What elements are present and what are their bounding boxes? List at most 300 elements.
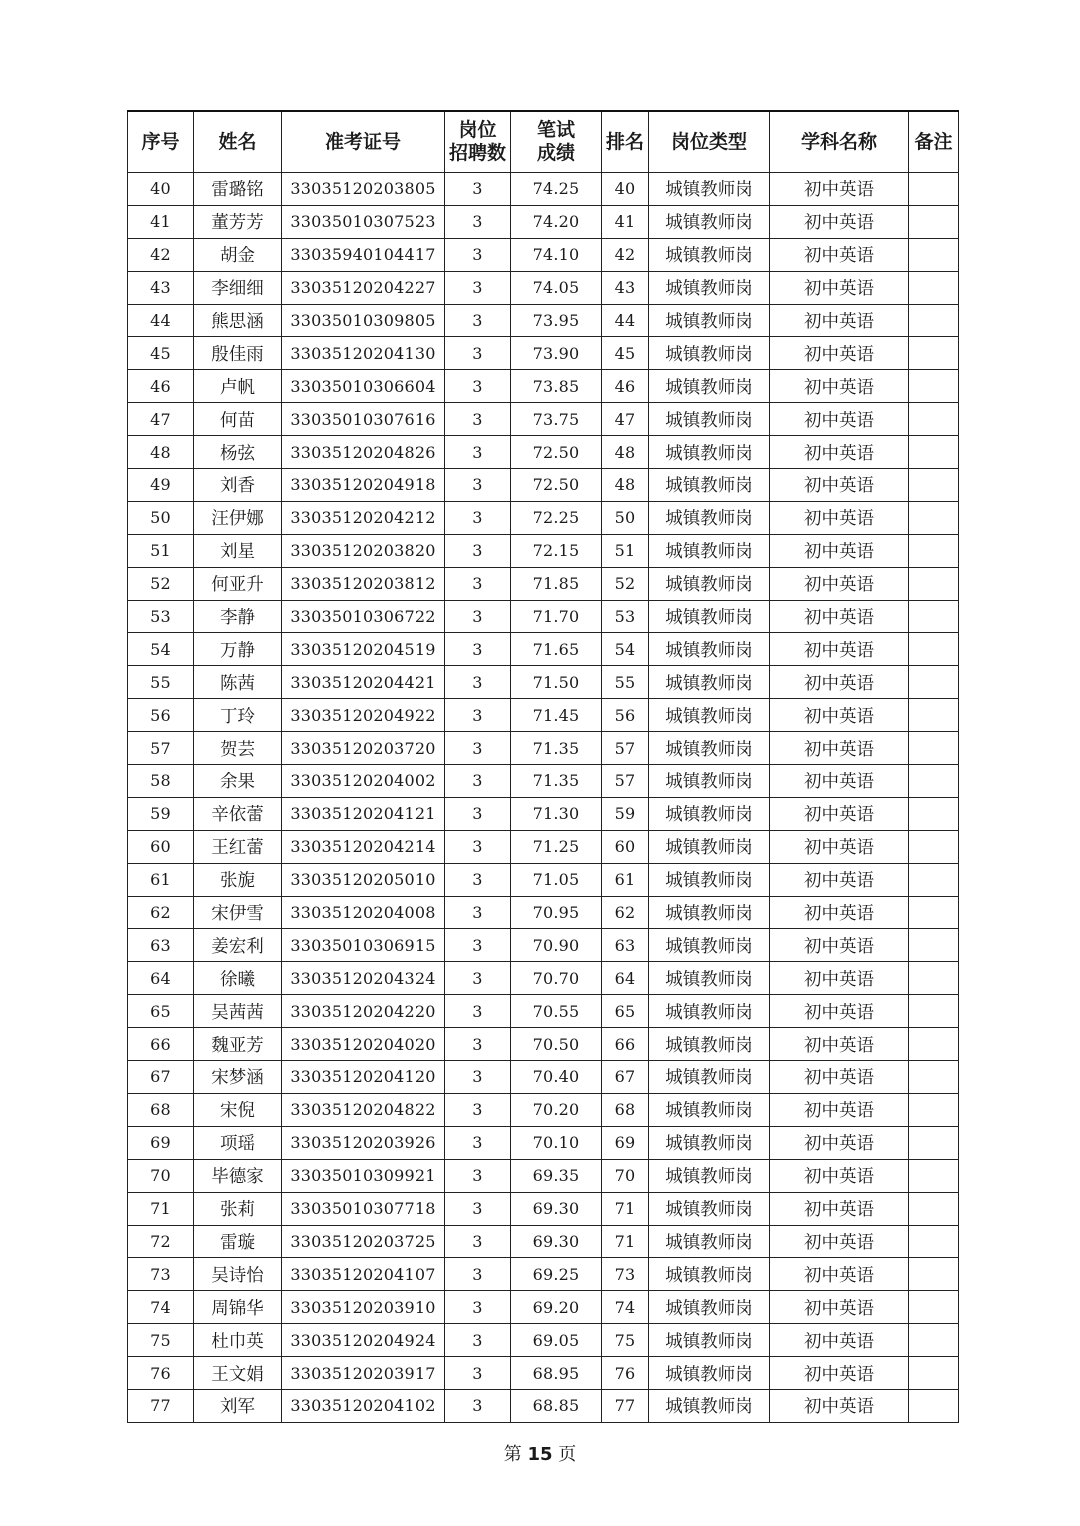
cell-score: 71.50	[511, 666, 602, 699]
cell-post-type: 城镇教师岗	[649, 1258, 770, 1291]
cell-score: 74.20	[511, 205, 602, 238]
cell-rank: 51	[602, 534, 649, 567]
cell-remark	[909, 469, 959, 502]
cell-rank: 59	[602, 797, 649, 830]
cell-quota: 3	[445, 797, 511, 830]
cell-post-type: 城镇教师岗	[649, 732, 770, 765]
footer-suffix: 页	[558, 1444, 577, 1465]
cell-seq: 66	[128, 1028, 194, 1061]
cell-score: 69.20	[511, 1291, 602, 1324]
cell-seq: 65	[128, 995, 194, 1028]
cell-post-type: 城镇教师岗	[649, 830, 770, 863]
cell-rank: 40	[602, 173, 649, 206]
cell-exam-id: 33035120204324	[282, 962, 445, 995]
cell-post-type: 城镇教师岗	[649, 501, 770, 534]
cell-score: 72.15	[511, 534, 602, 567]
cell-exam-id: 33035010307523	[282, 205, 445, 238]
table-row	[128, 600, 959, 633]
cell-rank: 68	[602, 1093, 649, 1126]
cell-quota: 3	[445, 1126, 511, 1159]
cell-post-type: 城镇教师岗	[649, 995, 770, 1028]
cell-seq: 49	[128, 469, 194, 502]
page-footer	[0, 1440, 1080, 1466]
cell-remark	[909, 962, 959, 995]
cell-name: 王文娟	[194, 1357, 282, 1390]
cell-score: 70.20	[511, 1093, 602, 1126]
table-row	[128, 238, 959, 271]
cell-rank: 69	[602, 1126, 649, 1159]
cell-rank: 76	[602, 1357, 649, 1390]
cell-name: 宋伊雪	[194, 896, 282, 929]
header-quota-line2: 招聘数	[448, 142, 506, 164]
cell-remark	[909, 1324, 959, 1357]
table-row	[128, 896, 959, 929]
header-score-line2: 成绩	[536, 142, 575, 164]
cell-subject: 初中英语	[770, 567, 909, 600]
cell-quota: 3	[445, 633, 511, 666]
cell-exam-id: 33035120204220	[282, 995, 445, 1028]
cell-rank: 41	[602, 205, 649, 238]
cell-seq: 74	[128, 1291, 194, 1324]
cell-subject: 初中英语	[770, 830, 909, 863]
cell-quota: 3	[445, 1258, 511, 1291]
table-row	[128, 469, 959, 502]
cell-exam-id: 33035120203725	[282, 1225, 445, 1258]
cell-remark	[909, 600, 959, 633]
cell-exam-id: 33035120204002	[282, 765, 445, 798]
cell-rank: 66	[602, 1028, 649, 1061]
cell-post-type: 城镇教师岗	[649, 765, 770, 798]
cell-name: 雷璐铭	[194, 173, 282, 206]
cell-subject: 初中英语	[770, 666, 909, 699]
cell-rank: 74	[602, 1291, 649, 1324]
cell-score: 71.45	[511, 699, 602, 732]
cell-score: 70.10	[511, 1126, 602, 1159]
cell-rank: 75	[602, 1324, 649, 1357]
cell-exam-id: 33035120204102	[282, 1389, 445, 1422]
cell-name: 吴茜茜	[194, 995, 282, 1028]
cell-name: 胡金	[194, 238, 282, 271]
cell-seq: 57	[128, 732, 194, 765]
cell-post-type: 城镇教师岗	[649, 962, 770, 995]
cell-score: 70.70	[511, 962, 602, 995]
cell-quota: 3	[445, 995, 511, 1028]
cell-name: 宋梦涵	[194, 1061, 282, 1094]
cell-quota: 3	[445, 732, 511, 765]
cell-quota: 3	[445, 600, 511, 633]
cell-subject: 初中英语	[770, 633, 909, 666]
table-row	[128, 370, 959, 403]
table-row	[128, 1258, 959, 1291]
cell-score: 73.90	[511, 337, 602, 370]
cell-name: 何亚升	[194, 567, 282, 600]
cell-quota: 3	[445, 304, 511, 337]
cell-subject: 初中英语	[770, 469, 909, 502]
cell-score: 74.05	[511, 271, 602, 304]
cell-score: 70.90	[511, 929, 602, 962]
cell-post-type: 城镇教师岗	[649, 1389, 770, 1422]
cell-quota: 3	[445, 1093, 511, 1126]
cell-score: 71.65	[511, 633, 602, 666]
cell-name: 张莉	[194, 1192, 282, 1225]
cell-score: 69.25	[511, 1258, 602, 1291]
cell-seq: 70	[128, 1159, 194, 1192]
table-row	[128, 567, 959, 600]
cell-rank: 73	[602, 1258, 649, 1291]
table-row	[128, 1061, 959, 1094]
cell-quota: 3	[445, 501, 511, 534]
cell-subject: 初中英语	[770, 1061, 909, 1094]
cell-remark	[909, 863, 959, 896]
cell-remark	[909, 1028, 959, 1061]
cell-quota: 3	[445, 567, 511, 600]
cell-subject: 初中英语	[770, 205, 909, 238]
table-body	[128, 173, 959, 1423]
cell-quota: 3	[445, 370, 511, 403]
cell-rank: 62	[602, 896, 649, 929]
cell-name: 辛依蕾	[194, 797, 282, 830]
cell-rank: 57	[602, 732, 649, 765]
table-row	[128, 1126, 959, 1159]
cell-name: 卢帆	[194, 370, 282, 403]
cell-exam-id: 33035120204212	[282, 501, 445, 534]
cell-post-type: 城镇教师岗	[649, 271, 770, 304]
cell-rank: 42	[602, 238, 649, 271]
cell-subject: 初中英语	[770, 1389, 909, 1422]
cell-seq: 77	[128, 1389, 194, 1422]
cell-remark	[909, 1192, 959, 1225]
cell-quota: 3	[445, 929, 511, 962]
table-row	[128, 1291, 959, 1324]
cell-quota: 3	[445, 1192, 511, 1225]
cell-rank: 46	[602, 370, 649, 403]
cell-score: 71.25	[511, 830, 602, 863]
cell-remark	[909, 666, 959, 699]
cell-remark	[909, 633, 959, 666]
cell-post-type: 城镇教师岗	[649, 1357, 770, 1390]
cell-remark	[909, 1291, 959, 1324]
cell-score: 70.40	[511, 1061, 602, 1094]
cell-exam-id: 33035120203910	[282, 1291, 445, 1324]
cell-rank: 77	[602, 1389, 649, 1422]
cell-subject: 初中英语	[770, 1028, 909, 1061]
cell-name: 何苗	[194, 403, 282, 436]
cell-name: 毕德家	[194, 1159, 282, 1192]
cell-subject: 初中英语	[770, 1093, 909, 1126]
cell-rank: 44	[602, 304, 649, 337]
table-row	[128, 271, 959, 304]
cell-exam-id: 33035010307616	[282, 403, 445, 436]
cell-score: 73.95	[511, 304, 602, 337]
cell-seq: 72	[128, 1225, 194, 1258]
cell-exam-id: 33035120204120	[282, 1061, 445, 1094]
cell-subject: 初中英语	[770, 1291, 909, 1324]
cell-quota: 3	[445, 1028, 511, 1061]
cell-quota: 3	[445, 666, 511, 699]
cell-subject: 初中英语	[770, 370, 909, 403]
cell-seq: 76	[128, 1357, 194, 1390]
cell-name: 丁玲	[194, 699, 282, 732]
cell-seq: 45	[128, 337, 194, 370]
header-score-line1: 笔试	[536, 119, 575, 141]
table-row	[128, 633, 959, 666]
cell-score: 72.25	[511, 501, 602, 534]
cell-post-type: 城镇教师岗	[649, 304, 770, 337]
cell-remark	[909, 1225, 959, 1258]
cell-seq: 43	[128, 271, 194, 304]
cell-subject: 初中英语	[770, 1258, 909, 1291]
table-row	[128, 666, 959, 699]
cell-name: 张旎	[194, 863, 282, 896]
cell-subject: 初中英语	[770, 1357, 909, 1390]
cell-remark	[909, 370, 959, 403]
cell-rank: 57	[602, 765, 649, 798]
table-row	[128, 1159, 959, 1192]
table-row	[128, 1225, 959, 1258]
cell-exam-id: 33035120204922	[282, 699, 445, 732]
cell-subject: 初中英语	[770, 403, 909, 436]
table-row	[128, 995, 959, 1028]
cell-remark	[909, 797, 959, 830]
cell-subject: 初中英语	[770, 436, 909, 469]
cell-post-type: 城镇教师岗	[649, 929, 770, 962]
cell-quota: 3	[445, 469, 511, 502]
cell-subject: 初中英语	[770, 732, 909, 765]
table-row	[128, 830, 959, 863]
cell-remark	[909, 929, 959, 962]
cell-score: 71.70	[511, 600, 602, 633]
cell-rank: 63	[602, 929, 649, 962]
cell-subject: 初中英语	[770, 863, 909, 896]
cell-score: 68.95	[511, 1357, 602, 1390]
cell-post-type: 城镇教师岗	[649, 1028, 770, 1061]
table-row	[128, 1357, 959, 1390]
cell-post-type: 城镇教师岗	[649, 699, 770, 732]
cell-score: 70.50	[511, 1028, 602, 1061]
cell-name: 殷佳雨	[194, 337, 282, 370]
cell-quota: 3	[445, 765, 511, 798]
table-row	[128, 436, 959, 469]
cell-remark	[909, 271, 959, 304]
cell-subject: 初中英语	[770, 1192, 909, 1225]
cell-subject: 初中英语	[770, 238, 909, 271]
table-row	[128, 501, 959, 534]
table-row	[128, 205, 959, 238]
cell-score: 71.30	[511, 797, 602, 830]
cell-exam-id: 33035120204227	[282, 271, 445, 304]
cell-exam-id: 33035120204130	[282, 337, 445, 370]
cell-remark	[909, 699, 959, 732]
cell-name: 姜宏利	[194, 929, 282, 962]
cell-exam-id: 33035940104417	[282, 238, 445, 271]
cell-seq: 68	[128, 1093, 194, 1126]
cell-subject: 初中英语	[770, 765, 909, 798]
cell-subject: 初中英语	[770, 1324, 909, 1357]
cell-post-type: 城镇教师岗	[649, 1192, 770, 1225]
cell-remark	[909, 205, 959, 238]
cell-name: 项瑶	[194, 1126, 282, 1159]
cell-seq: 51	[128, 534, 194, 567]
cell-seq: 58	[128, 765, 194, 798]
cell-name: 刘军	[194, 1389, 282, 1422]
cell-seq: 67	[128, 1061, 194, 1094]
cell-name: 杨弦	[194, 436, 282, 469]
cell-seq: 50	[128, 501, 194, 534]
cell-rank: 54	[602, 633, 649, 666]
cell-exam-id: 33035120204214	[282, 830, 445, 863]
cell-exam-id: 33035120204008	[282, 896, 445, 929]
header-quota	[445, 111, 511, 173]
cell-subject: 初中英语	[770, 896, 909, 929]
table-row	[128, 534, 959, 567]
cell-exam-id: 33035120203812	[282, 567, 445, 600]
cell-score: 74.25	[511, 173, 602, 206]
cell-exam-id: 33035120203917	[282, 1357, 445, 1390]
cell-rank: 56	[602, 699, 649, 732]
cell-remark	[909, 337, 959, 370]
cell-subject: 初中英语	[770, 699, 909, 732]
cell-post-type: 城镇教师岗	[649, 1061, 770, 1094]
cell-exam-id: 33035120204826	[282, 436, 445, 469]
cell-quota: 3	[445, 238, 511, 271]
cell-rank: 43	[602, 271, 649, 304]
cell-quota: 3	[445, 863, 511, 896]
cell-subject: 初中英语	[770, 797, 909, 830]
cell-remark	[909, 1126, 959, 1159]
cell-remark	[909, 501, 959, 534]
header-score	[511, 111, 602, 173]
cell-score: 73.75	[511, 403, 602, 436]
cell-post-type: 城镇教师岗	[649, 469, 770, 502]
cell-rank: 47	[602, 403, 649, 436]
cell-subject: 初中英语	[770, 173, 909, 206]
cell-name: 李细细	[194, 271, 282, 304]
table-row	[128, 1324, 959, 1357]
cell-exam-id: 33035010309921	[282, 1159, 445, 1192]
cell-score: 69.30	[511, 1192, 602, 1225]
cell-quota: 3	[445, 1159, 511, 1192]
cell-score: 69.30	[511, 1225, 602, 1258]
cell-rank: 65	[602, 995, 649, 1028]
cell-exam-id: 33035120203820	[282, 534, 445, 567]
cell-rank: 50	[602, 501, 649, 534]
cell-post-type: 城镇教师岗	[649, 863, 770, 896]
cell-post-type: 城镇教师岗	[649, 1126, 770, 1159]
cell-exam-id: 33035120203720	[282, 732, 445, 765]
cell-exam-id: 33035120204918	[282, 469, 445, 502]
cell-subject: 初中英语	[770, 534, 909, 567]
cell-remark	[909, 765, 959, 798]
header-post-type: 岗位类型	[649, 111, 770, 173]
table-row	[128, 173, 959, 206]
cell-seq: 44	[128, 304, 194, 337]
cell-name: 汪伊娜	[194, 501, 282, 534]
cell-name: 贺芸	[194, 732, 282, 765]
cell-seq: 69	[128, 1126, 194, 1159]
cell-remark	[909, 896, 959, 929]
cell-remark	[909, 830, 959, 863]
cell-post-type: 城镇教师岗	[649, 436, 770, 469]
cell-remark	[909, 1389, 959, 1422]
cell-seq: 40	[128, 173, 194, 206]
cell-subject: 初中英语	[770, 501, 909, 534]
cell-post-type: 城镇教师岗	[649, 1324, 770, 1357]
cell-quota: 3	[445, 896, 511, 929]
cell-post-type: 城镇教师岗	[649, 797, 770, 830]
table-row	[128, 1028, 959, 1061]
cell-seq: 60	[128, 830, 194, 863]
cell-exam-id: 33035120204421	[282, 666, 445, 699]
cell-post-type: 城镇教师岗	[649, 370, 770, 403]
cell-name: 李静	[194, 600, 282, 633]
cell-quota: 3	[445, 1389, 511, 1422]
cell-rank: 55	[602, 666, 649, 699]
cell-rank: 60	[602, 830, 649, 863]
cell-seq: 48	[128, 436, 194, 469]
cell-rank: 61	[602, 863, 649, 896]
cell-rank: 71	[602, 1225, 649, 1258]
cell-name: 雷璇	[194, 1225, 282, 1258]
cell-remark	[909, 567, 959, 600]
table-row	[128, 765, 959, 798]
cell-quota: 3	[445, 699, 511, 732]
cell-seq: 47	[128, 403, 194, 436]
cell-score: 70.95	[511, 896, 602, 929]
cell-rank: 64	[602, 962, 649, 995]
cell-rank: 70	[602, 1159, 649, 1192]
cell-quota: 3	[445, 173, 511, 206]
cell-name: 熊思涵	[194, 304, 282, 337]
cell-score: 71.35	[511, 732, 602, 765]
cell-rank: 71	[602, 1192, 649, 1225]
cell-subject: 初中英语	[770, 337, 909, 370]
cell-exam-id: 33035120204020	[282, 1028, 445, 1061]
cell-quota: 3	[445, 534, 511, 567]
table-row	[128, 1389, 959, 1422]
page-number: 15	[527, 1444, 553, 1465]
cell-post-type: 城镇教师岗	[649, 173, 770, 206]
cell-post-type: 城镇教师岗	[649, 1291, 770, 1324]
cell-subject: 初中英语	[770, 1225, 909, 1258]
cell-post-type: 城镇教师岗	[649, 666, 770, 699]
cell-remark	[909, 1357, 959, 1390]
cell-post-type: 城镇教师岗	[649, 337, 770, 370]
cell-remark	[909, 238, 959, 271]
cell-exam-id: 33035010309805	[282, 304, 445, 337]
cell-name: 刘香	[194, 469, 282, 502]
cell-post-type: 城镇教师岗	[649, 1159, 770, 1192]
cell-seq: 42	[128, 238, 194, 271]
cell-post-type: 城镇教师岗	[649, 534, 770, 567]
cell-quota: 3	[445, 403, 511, 436]
cell-exam-id: 33035010306722	[282, 600, 445, 633]
cell-quota: 3	[445, 1324, 511, 1357]
cell-rank: 48	[602, 436, 649, 469]
cell-exam-id: 33035120204924	[282, 1324, 445, 1357]
cell-subject: 初中英语	[770, 600, 909, 633]
header-name: 姓名	[194, 111, 282, 173]
cell-post-type: 城镇教师岗	[649, 238, 770, 271]
cell-quota: 3	[445, 1357, 511, 1390]
cell-seq: 56	[128, 699, 194, 732]
cell-score: 71.35	[511, 765, 602, 798]
table-row	[128, 337, 959, 370]
cell-exam-id: 33035010306604	[282, 370, 445, 403]
header-remark: 备注	[909, 111, 959, 173]
cell-exam-id: 33035120203926	[282, 1126, 445, 1159]
cell-post-type: 城镇教师岗	[649, 205, 770, 238]
cell-seq: 54	[128, 633, 194, 666]
